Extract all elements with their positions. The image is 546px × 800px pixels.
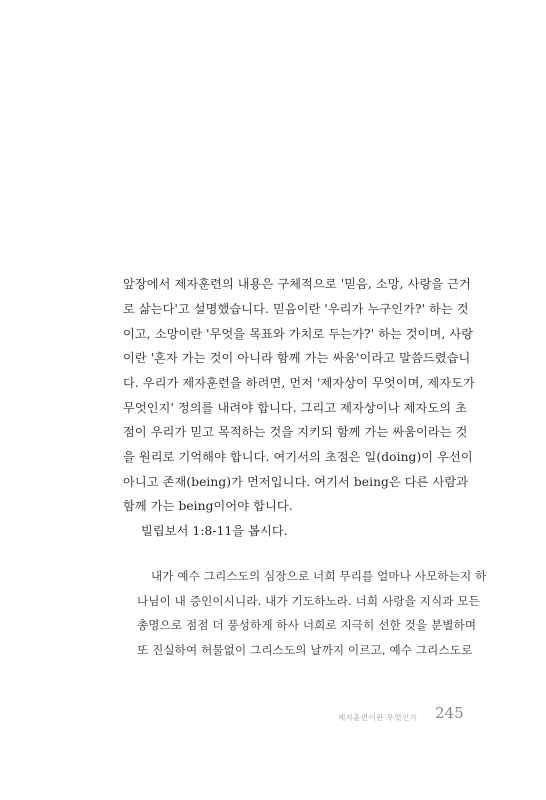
body-line: 다. 우리가 제자훈련을 하려면, 먼저 '제자상이 무엇이며, 제자도가 [123,376,475,390]
body-line: 이고, 소망이란 '무엇을 목표와 가치로 두는가?' 하는 것이며, 사랑 [123,327,474,341]
body-line: 함께 가는 being이어야 합니다. [123,499,293,513]
running-title: 제자훈련이란 무엇인가 [338,713,418,722]
body-line: 앞장에서 제자훈련의 내용은 구체적으로 '믿음, 소망, 사랑을 근거 [123,277,471,291]
quote-line: 또 진실하여 허물없이 그리스도의 날까지 이르고, 예수 그리스도로 [137,643,473,657]
page-number: 245 [435,704,464,722]
body-line: 아니고 존재(being)가 먼저입니다. 여기서 being은 다른 사람과 [123,475,469,489]
body-line: 을 원리로 기억해야 합니다. 여기서의 초점은 일(doing)이 우선이 [123,450,473,464]
quote-line: 총명으로 점점 더 풍성하게 하사 너희로 지극히 선한 것을 분별하며 [137,618,477,632]
scripture-reference: 빌립보서 1:8-11을 봅시다. [141,524,288,538]
body-line: 점이 우리가 믿고 목적하는 것을 지키되 함께 가는 싸움이라는 것 [123,425,468,439]
body-line: 무엇인지' 정의를 내려야 합니다. 그리고 제자상이나 제자도의 초 [123,401,467,415]
quote-line: 나님이 내 증인이시니라. 내가 기도하노라. 너희 사랑을 지식과 모든 [137,594,480,608]
quote-line: 내가 예수 그리스도의 심장으로 너희 무리를 얼마나 사모하는지 하 [151,569,487,583]
body-line: 이란 '혼자 가는 것이 아니라 함께 가는 싸움'이라고 말씀드렸습니 [123,351,471,365]
body-line: 로 삶는다'고 설명했습니다. 믿음이란 '우리가 누구인가?' 하는 것 [123,302,469,316]
